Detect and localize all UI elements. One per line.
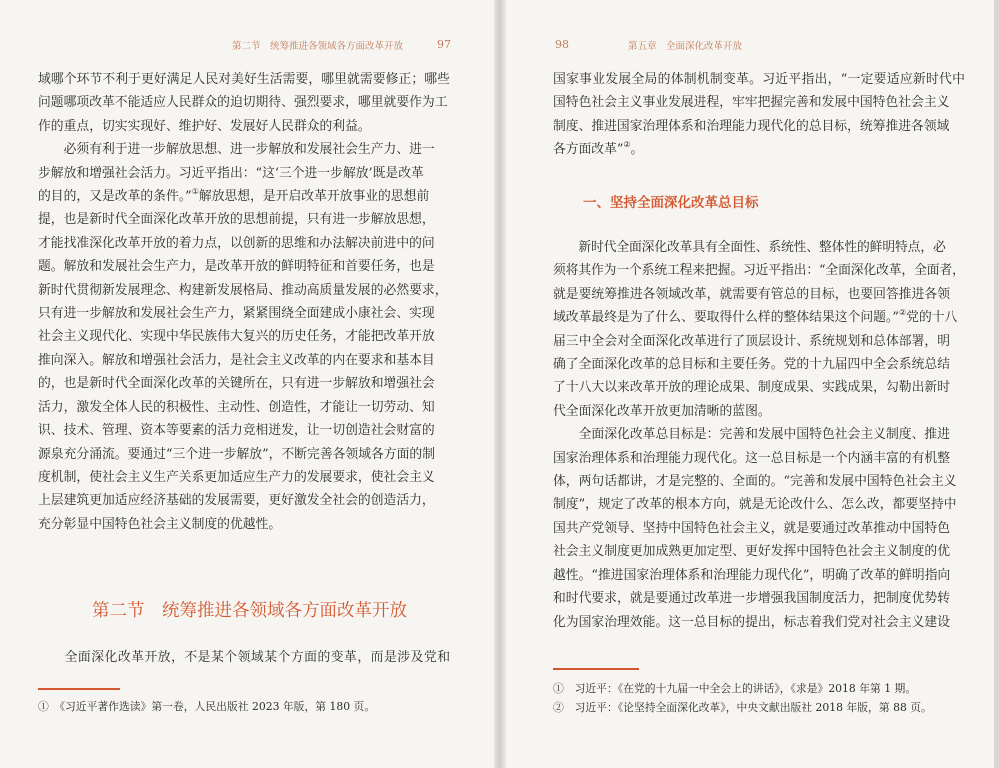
text-line: 届三中全会对全面深化改革进行了顶层设计、系统规划和总体部署，明 <box>553 333 951 349</box>
text-line: 提，也是新时代全面深化改革开放的思想前提，只有进一步解放思想， <box>38 212 435 228</box>
left-page <box>0 0 497 768</box>
text-line: 确了全面深化改革的总目标和主要任务。党的十九届四中全会系统总结 <box>553 357 951 373</box>
subsection-title: 一、坚持全面深化改革总目标 <box>583 195 759 211</box>
text-line: 了十八大以来改革开放的理论成果、制度成果、实践成果，勾勒出新时 <box>553 380 951 396</box>
text-line: 全面深化改革总目标是：完善和发展中国特色社会主义制度、推进 <box>553 427 951 443</box>
text-line: 充分彰显中国特色社会主义制度的优越性。 <box>38 516 282 532</box>
text-line: 题。解放和发展社会生产力，是改革开放的鲜明特征和首要任务，也是 <box>38 259 435 275</box>
right-page-number: 98 <box>555 38 569 51</box>
footnote-rule <box>38 688 120 690</box>
text-line: 就是要统筹推进各领域改革，就需要有管总的目标，也要回答推进各领 <box>553 286 951 302</box>
text-line: 新时代贯彻新发展理念、构建新发展格局、推动高质量发展的必然要求， <box>38 282 448 298</box>
text-line: 必须有利于进一步解放思想、进一步解放和发展社会生产力、进一 <box>38 142 435 158</box>
right-footnote-2: ② 习近平：《论坚持全面深化改革》，中央文献出版社 2018 年版，第 88 页。 <box>553 701 932 714</box>
text-line: 社会主义现代化、实现中华民族伟大复兴的历史任务，才能把改革开放 <box>38 329 435 345</box>
text-line: 活力，激发全体人民的积极性、主动性、创造性，才能让一切劳动、知 <box>38 399 435 415</box>
right-running-header <box>628 38 742 52</box>
left-body-text <box>38 68 450 536</box>
text-line: 各方面改革”②。 <box>553 140 644 158</box>
text-line: 国家事业发展全局的体制机制变革。习近平指出，“一定要适应新时代中 <box>553 72 966 87</box>
text-line: 代全面深化改革开放更加清晰的蓝图。 <box>553 403 771 419</box>
right-body-text <box>553 68 965 162</box>
text-line: 源泉充分涌流。要通过“三个进一步解放”，不断完善各领域各方面的制 <box>38 446 435 462</box>
text-line: 度机制，使社会主义生产关系更加适应生产力的发展要求，使社会主义 <box>38 469 435 485</box>
text-line: 域改革最终是为了什么、要取得什么样的整体结果这个问题。”②党的十八 <box>553 308 958 326</box>
left-page-number: 97 <box>437 38 451 51</box>
text-line: 全面深化改革开放，不是某个领域某个方面的变革，而是涉及党和 <box>38 650 451 665</box>
left-running-header <box>232 38 403 52</box>
right-page-number-wrap <box>555 38 569 51</box>
text-line: 上层建筑更加适应经济基础的发展需要，更好激发全社会的创造活力， <box>38 493 435 509</box>
page-edge <box>994 0 999 768</box>
text-line: 推向深入。解放和增强社会活力，是社会主义改革的内在要求和基本目 <box>38 352 435 368</box>
text-line: 和时代要求，就是要通过改革进一步增强我国制度活力，把制度优势转 <box>553 591 951 607</box>
text-line: 识、技术、管理、资本等要素的活力竞相迸发，让一切创造社会财富的 <box>38 423 435 439</box>
text-line: 的，也是新时代全面深化改革的关键所在，只有进一步解放和增强社会 <box>38 376 435 392</box>
left-body-text-2 <box>38 646 451 669</box>
right-page <box>503 0 999 768</box>
text-line: 须将其作为一个系统工程来把握。习近平指出：“全面深化改革，全面者， <box>553 263 965 279</box>
text-line: 问题哪项改革不能适应人民群众的迫切期待、强烈要求，哪里就要作为工 <box>38 95 448 111</box>
text-line: 域哪个环节不利于更好满足人民对美好生活需要，哪里就需要修正；哪些 <box>38 72 451 87</box>
left-header-section: 第二节 统筹推进各领域各方面改革开放 <box>232 41 404 52</box>
text-line: 体，两句话都讲，才是完整的、全面的。“完善和发展中国特色社会主义 <box>553 474 957 490</box>
text-line: 只有进一步解放和发展社会生产力，紧紧围绕全面建成小康社会、实现 <box>38 306 435 322</box>
text-line: 制度、推进国家治理体系和治理能力现代化的总目标，统筹推进各领域 <box>553 118 950 134</box>
section-title: 第二节 统筹推进各领域各方面改革开放 <box>92 601 407 621</box>
text-line: 新时代全面深化改革具有全面性、系统性、整体性的鲜明特点，必 <box>553 240 946 255</box>
text-line: 步解放和增强社会活力。习近平指出：“这‘三个进一步解放’既是改革 <box>38 165 424 181</box>
footnote-rule <box>553 668 639 670</box>
text-line: 的目的，又是改革的条件。”①解放思想，是开启改革开放事业的思想前 <box>38 187 430 205</box>
left-footnote-1: ① 《习近平著作选读》第一卷，人民出版社 2023 年版，第 180 页。 <box>38 700 376 713</box>
right-footnote-1: ① 习近平：《在党的十九届一中全会上的讲话》，《求是》2018 年第 1 期。 <box>553 682 917 695</box>
text-line: 国共产党领导、坚持中国特色社会主义，就是要通过改革推动中国特色 <box>553 520 951 536</box>
text-line: 国家治理体系和治理能力现代化。这一总目标是一个内涵丰富的有机整 <box>553 450 951 466</box>
text-line: 化为国家治理效能。这一总目标的提出，标志着我们党对社会主义建设 <box>553 614 951 630</box>
text-line: 才能找准深化改革开放的着力点，以创新的思维和办法解决前进中的问 <box>38 235 435 251</box>
right-header-chapter: 第五章 全面深化改革开放 <box>628 41 743 52</box>
text-line: 制度”，规定了改革的根本方向，就是无论改什么、怎么改，都要坚持中 <box>553 497 957 513</box>
right-body-text-2 <box>553 236 965 634</box>
left-page-number-wrap <box>437 38 451 51</box>
text-line: 国特色社会主义事业发展进程，牢牢把握完善和发展中国特色社会主义 <box>553 95 950 111</box>
text-line: 越性。“推进国家治理体系和治理能力现代化”，明确了改革的鲜明指向 <box>553 567 951 583</box>
book-gutter <box>494 0 506 768</box>
text-line: 社会主义制度更加成熟更加定型、更好发挥中国特色社会主义制度的优 <box>553 544 951 560</box>
text-line: 作的重点，切实实现好、维护好、发展好人民群众的利益。 <box>38 118 371 134</box>
